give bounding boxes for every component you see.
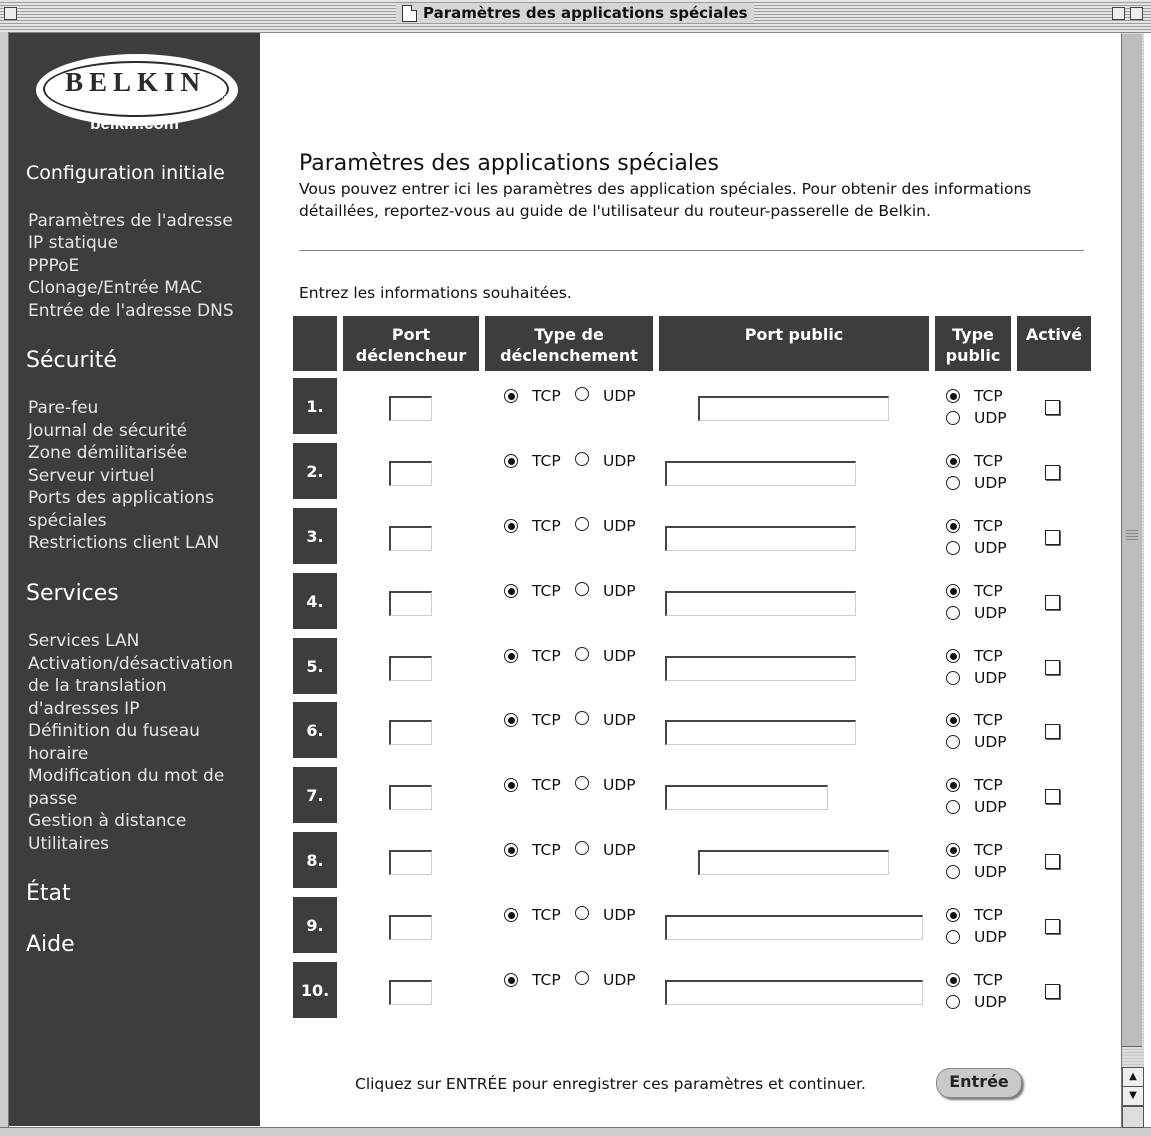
public-type-tcp-label: TCP: [974, 971, 1003, 989]
trigger-type-tcp-radio[interactable]: [504, 649, 518, 663]
public-type-udp-radio[interactable]: [946, 800, 960, 814]
enable-checkbox[interactable]: [1045, 465, 1060, 480]
header-blank: [293, 316, 337, 371]
trigger-type-udp-radio[interactable]: [575, 841, 589, 855]
nav-item-services-lan[interactable]: Services LAN: [28, 631, 140, 651]
header-type-declenchement: [485, 316, 653, 371]
trigger-port-input[interactable]: [389, 461, 432, 486]
trigger-type-udp-radio[interactable]: [575, 517, 589, 531]
trigger-type-udp-radio[interactable]: [575, 452, 589, 466]
public-type-tcp-label: TCP: [974, 906, 1003, 924]
trigger-type-tcp-label: TCP: [532, 452, 561, 470]
public-type-tcp-label: TCP: [974, 452, 1003, 470]
trigger-type-udp-label: UDP: [603, 387, 636, 405]
public-type-tcp-label: TCP: [974, 776, 1003, 794]
trigger-type-tcp-label: TCP: [532, 517, 561, 535]
trigger-type-udp-label: UDP: [603, 582, 636, 600]
nav-item-fuseau-horaire[interactable]: Définition du fuseau: [28, 721, 200, 741]
row-number: 5.: [293, 638, 337, 694]
public-type-udp-radio[interactable]: [946, 476, 960, 490]
public-port-input[interactable]: [665, 526, 856, 551]
header-type-public-line2: public: [945, 346, 1001, 365]
header-type-public-line1: Type: [952, 325, 994, 344]
nav-item-serveur-virtuel[interactable]: Serveur virtuel: [28, 466, 155, 486]
trigger-type-tcp-radio[interactable]: [504, 584, 518, 598]
trigger-type-udp-label: UDP: [603, 647, 636, 665]
nav-item-clonage-mac[interactable]: Clonage/Entrée MAC: [28, 278, 203, 298]
logo-url[interactable]: belkin.com: [90, 114, 179, 133]
trigger-type-tcp-radio[interactable]: [504, 778, 518, 792]
trigger-port-input[interactable]: [389, 915, 432, 940]
nav-item-gestion-distance[interactable]: Gestion à distance: [28, 811, 187, 831]
trigger-type-tcp-radio[interactable]: [504, 454, 518, 468]
enable-checkbox[interactable]: [1045, 660, 1060, 675]
public-port-input[interactable]: [665, 915, 923, 940]
nav-item-ports-applications-cont[interactable]: spéciales: [28, 511, 107, 531]
zoom-box-icon[interactable]: [1112, 7, 1125, 20]
trigger-type-udp-label: UDP: [603, 517, 636, 535]
trigger-type-udp-label: UDP: [603, 971, 636, 989]
trigger-port-input[interactable]: [389, 785, 432, 810]
trigger-port-input[interactable]: [389, 591, 432, 616]
row-number: 1.: [293, 378, 337, 434]
trigger-type-udp-radio[interactable]: [575, 647, 589, 661]
public-type-tcp-label: TCP: [974, 647, 1003, 665]
nav-section-configuration-initiale[interactable]: Configuration initiale: [26, 162, 225, 184]
trigger-type-tcp-radio[interactable]: [504, 519, 518, 533]
trigger-type-udp-label: UDP: [603, 906, 636, 924]
nav-item-mot-de-passe[interactable]: Modification du mot de: [28, 766, 225, 786]
public-type-tcp-radio[interactable]: [946, 519, 960, 533]
trigger-type-udp-radio[interactable]: [575, 387, 589, 401]
trigger-type-udp-label: UDP: [603, 711, 636, 729]
public-type-tcp-label: TCP: [974, 517, 1003, 535]
public-port-input[interactable]: [665, 591, 856, 616]
trigger-type-tcp-label: TCP: [532, 776, 561, 794]
public-type-tcp-radio[interactable]: [946, 778, 960, 792]
trigger-type-tcp-radio[interactable]: [504, 389, 518, 403]
trigger-type-tcp-radio[interactable]: [504, 973, 518, 987]
nav-item-activation-translation[interactable]: Activation/désactivation: [28, 654, 234, 674]
trigger-port-input[interactable]: [389, 720, 432, 745]
nav-item-activation-translation-cont1[interactable]: de la translation: [28, 676, 167, 696]
enable-checkbox[interactable]: [1045, 400, 1060, 415]
public-type-udp-label: UDP: [974, 539, 1007, 557]
row-number: 6.: [293, 702, 337, 758]
header-port-public: [659, 316, 929, 371]
header-port-declencheur-line2: déclencheur: [355, 346, 467, 365]
public-type-udp-label: UDP: [974, 928, 1007, 946]
public-port-input[interactable]: [665, 980, 923, 1005]
public-type-tcp-label: TCP: [974, 711, 1003, 729]
public-type-tcp-radio[interactable]: [946, 584, 960, 598]
public-type-udp-radio[interactable]: [946, 606, 960, 620]
public-port-input[interactable]: [665, 785, 828, 810]
public-type-udp-radio[interactable]: [946, 995, 960, 1009]
nav-item-parametres-adresse[interactable]: Paramètres de l'adresse: [28, 211, 233, 231]
header-port-declencheur-line1: Port: [391, 325, 431, 344]
row-number: 10.: [293, 962, 337, 1018]
enable-checkbox[interactable]: [1045, 530, 1060, 545]
nav-item-ports-applications[interactable]: Ports des applications: [28, 488, 215, 508]
trigger-type-tcp-label: TCP: [532, 387, 561, 405]
nav-item-pare-feu[interactable]: Pare-feu: [28, 398, 99, 418]
trigger-type-udp-label: UDP: [603, 452, 636, 470]
window-title-area: [396, 3, 754, 23]
trigger-type-udp-radio[interactable]: [575, 971, 589, 985]
nav-item-ip-statique[interactable]: IP statique: [28, 233, 119, 253]
trigger-type-udp-radio[interactable]: [575, 776, 589, 790]
header-port-declencheur: [343, 316, 479, 371]
row-number: 4.: [293, 573, 337, 629]
public-type-tcp-radio[interactable]: [946, 843, 960, 857]
trigger-type-tcp-label: TCP: [532, 971, 561, 989]
public-type-udp-radio[interactable]: [946, 735, 960, 749]
sidebar: [9, 33, 260, 1126]
public-type-tcp-radio[interactable]: [946, 454, 960, 468]
collapse-box-icon[interactable]: [1130, 7, 1143, 20]
public-type-udp-label: UDP: [974, 409, 1007, 427]
nav-item-pppoe[interactable]: PPPoE: [28, 256, 80, 276]
public-port-input[interactable]: [665, 720, 856, 745]
logo-text: BELKIN: [64, 67, 207, 97]
trigger-type-tcp-label: TCP: [532, 906, 561, 924]
window-frame-left: [0, 32, 9, 1135]
trigger-type-udp-label: UDP: [603, 841, 636, 859]
window-title: Paramètres des applications spéciales: [423, 4, 748, 22]
enable-checkbox[interactable]: [1045, 595, 1060, 610]
intro-text: Vous pouvez entrer ici les paramètres des application spéciales. Pour obtenir des informations détaillées, reportez-vous au guide de l'utilisateur du routeur-passerelle de Belkin.: [299, 180, 1032, 220]
registered-mark: ®: [221, 94, 230, 104]
public-type-tcp-radio[interactable]: [946, 908, 960, 922]
public-type-tcp-label: TCP: [974, 582, 1003, 600]
row-number: 7.: [293, 767, 337, 823]
public-type-tcp-radio[interactable]: [946, 649, 960, 663]
instructions-text: Entrez les informations souhaitées.: [299, 284, 572, 302]
nav-section-securite[interactable]: Sécurité: [26, 348, 117, 373]
nav-item-zone-demilitarisee[interactable]: Zone démilitarisée: [28, 443, 188, 463]
row-number: 9.: [293, 897, 337, 953]
nav-item-fuseau-horaire-cont[interactable]: horaire: [28, 744, 89, 764]
trigger-type-tcp-label: TCP: [532, 711, 561, 729]
public-type-udp-radio[interactable]: [946, 411, 960, 425]
enable-checkbox[interactable]: [1045, 724, 1060, 739]
public-type-udp-label: UDP: [974, 798, 1007, 816]
trigger-type-udp-label: UDP: [603, 776, 636, 794]
nav-section-services[interactable]: Services: [26, 581, 119, 606]
trigger-type-udp-radio[interactable]: [575, 582, 589, 596]
trigger-type-tcp-label: TCP: [532, 841, 561, 859]
public-port-input[interactable]: [698, 396, 889, 421]
trigger-type-tcp-radio[interactable]: [504, 713, 518, 727]
trigger-type-tcp-label: TCP: [532, 647, 561, 665]
public-type-udp-label: UDP: [974, 669, 1007, 687]
enable-checkbox[interactable]: [1045, 789, 1060, 804]
footer-text: Cliquez sur ENTRÉE pour enregistrer ces paramètres et continuer.: [355, 1075, 866, 1093]
scroll-down-arrow-icon[interactable]: ▼: [1122, 1086, 1144, 1106]
header-type-public: [935, 316, 1011, 371]
row-number: 8.: [293, 832, 337, 888]
resize-grip-icon[interactable]: [1122, 1106, 1144, 1128]
enable-checkbox[interactable]: [1045, 984, 1060, 999]
public-type-tcp-label: TCP: [974, 387, 1003, 405]
nav-item-mot-de-passe-cont[interactable]: passe: [28, 789, 78, 809]
scroll-up-arrow-icon[interactable]: ▲: [1122, 1067, 1144, 1087]
nav-section-aide[interactable]: Aide: [26, 932, 75, 957]
row-number: 2.: [293, 443, 337, 499]
grip-icon: [1126, 530, 1138, 540]
submit-button[interactable]: Entrée: [936, 1068, 1022, 1098]
public-type-udp-label: UDP: [974, 993, 1007, 1011]
trigger-port-input[interactable]: [389, 526, 432, 551]
public-type-udp-radio[interactable]: [946, 541, 960, 555]
public-type-tcp-label: TCP: [974, 841, 1003, 859]
public-type-tcp-radio[interactable]: [946, 973, 960, 987]
public-type-tcp-radio[interactable]: [946, 389, 960, 403]
nav-item-restrictions-lan[interactable]: Restrictions client LAN: [28, 533, 220, 553]
divider: [299, 250, 1084, 251]
close-box-icon[interactable]: [4, 7, 17, 20]
trigger-port-input[interactable]: [389, 396, 432, 421]
trigger-type-udp-radio[interactable]: [575, 906, 589, 920]
enable-checkbox[interactable]: [1045, 919, 1060, 934]
public-type-udp-label: UDP: [974, 474, 1007, 492]
nav-item-journal-securite[interactable]: Journal de sécurité: [28, 421, 188, 441]
public-type-udp-label: UDP: [974, 604, 1007, 622]
public-type-tcp-radio[interactable]: [946, 713, 960, 727]
public-port-input[interactable]: [698, 850, 889, 875]
trigger-type-tcp-radio[interactable]: [504, 908, 518, 922]
trigger-port-input[interactable]: [389, 656, 432, 681]
trigger-port-input[interactable]: [389, 980, 432, 1005]
row-number: 3.: [293, 508, 337, 564]
public-type-udp-radio[interactable]: [946, 930, 960, 944]
public-type-udp-radio[interactable]: [946, 865, 960, 879]
header-type-declenchement-line2: déclenchement: [500, 346, 638, 365]
nav-item-activation-translation-cont2[interactable]: d'adresses IP: [28, 699, 140, 719]
nav-item-utilitaires[interactable]: Utilitaires: [28, 834, 110, 854]
scroll-thumb[interactable]: [1122, 34, 1142, 1047]
public-type-udp-label: UDP: [974, 733, 1007, 751]
page-title: Paramètres des applications spéciales: [299, 151, 719, 176]
public-port-input[interactable]: [665, 656, 856, 681]
enable-checkbox[interactable]: [1045, 854, 1060, 869]
trigger-type-tcp-label: TCP: [532, 582, 561, 600]
trigger-type-tcp-radio[interactable]: [504, 843, 518, 857]
public-type-udp-label: UDP: [974, 863, 1007, 881]
header-type-declenchement-line1: Type de: [534, 325, 604, 344]
header-port-public-line1: Port public: [744, 325, 844, 344]
nav-section-etat[interactable]: État: [26, 881, 71, 906]
public-port-input[interactable]: [665, 461, 856, 486]
public-type-udp-radio[interactable]: [946, 671, 960, 685]
header-active: [1017, 316, 1091, 371]
nav-item-adresse-dns[interactable]: Entrée de l'adresse DNS: [28, 301, 234, 321]
document-icon: [402, 5, 417, 22]
trigger-port-input[interactable]: [389, 850, 432, 875]
header-active-line1: Activé: [1025, 325, 1083, 344]
trigger-type-udp-radio[interactable]: [575, 711, 589, 725]
